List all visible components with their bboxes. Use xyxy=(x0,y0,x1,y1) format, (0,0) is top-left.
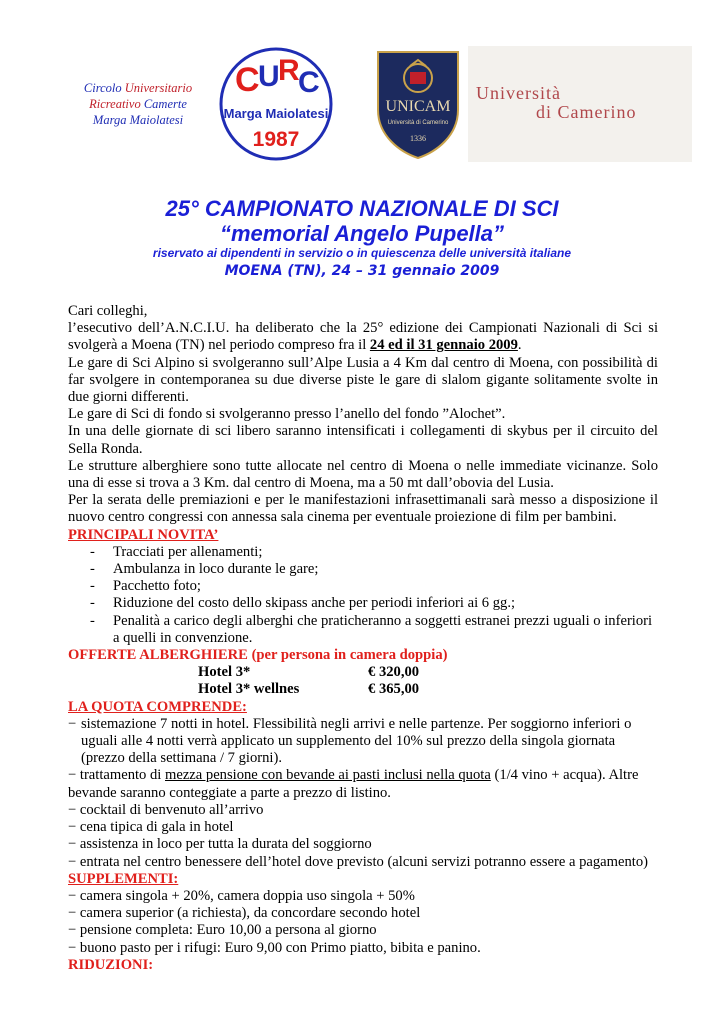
unicam-subtitle: Università di Camerino xyxy=(387,120,449,126)
camerino-wordmark: di Camerino xyxy=(536,102,637,122)
curc-logo-year: 1987 xyxy=(252,128,300,151)
greeting: Cari colleghi, xyxy=(68,303,148,319)
supplemento-text: camera superior (a richiesta), da concordare secondo hotel xyxy=(79,905,421,922)
championship-title: 25° CAMPIONATO NAZIONALE DI SCI xyxy=(165,196,559,221)
hotel-name: Hotel 3* xyxy=(198,664,251,681)
quota-item-text: assistenza in loco per tutta la durata del soggiorno xyxy=(79,836,372,853)
event-dates: 24 ed il 31 gennaio 2009 xyxy=(369,337,518,354)
quota-item-text: entrata nel centro benessere dell’hotel dove previsto (alcuni servizi potranno essere a pagamento) xyxy=(79,853,648,870)
dash-marker: − xyxy=(68,853,77,870)
quota-item-text: sistemazione 7 notti in hotel. Flessibilità negli arrivi e nelle partenze. Per soggiorno inferiori o uguali alle 4 notti verrà applicato un supplemento del 10% sul prezzo della singola giornata (prezzo della settimana / 7 giorni). xyxy=(81,715,632,767)
hotel-row xyxy=(68,664,658,681)
circolo-line2-b: Camerte xyxy=(140,97,187,111)
hotel-price: € 320,00 xyxy=(368,664,420,681)
dash-marker: − xyxy=(68,887,77,904)
paragraph-sci-alpino: Le gare di Sci Alpino si svolgeranno sull’Alpe Lusia a 4 Km dal centro di Moena, con possibilità di far svolgere in contemporanea su due diverse piste le gare di slalom gigante solitamente svolte in due giorni differenti. xyxy=(68,354,658,406)
paragraph-intro-end: . xyxy=(517,337,522,354)
quota-item xyxy=(68,836,658,853)
list-item: - Tracciati per allenamenti; xyxy=(68,544,658,561)
quota-heading: LA QUOTA COMPRENDE: xyxy=(68,698,247,715)
dash-marker: − xyxy=(68,836,77,853)
hotel-name: Hotel 3* wellnes xyxy=(198,681,300,698)
quota-item xyxy=(68,716,658,768)
quota-item xyxy=(68,819,658,836)
quota-item-text: cena tipica di gala in hotel xyxy=(79,819,234,836)
supplemento-text: camera singola + 20%, camera doppia uso singola + 50% xyxy=(79,887,415,904)
list-item: - Pacchetto foto; xyxy=(68,578,658,595)
quota-item-text: (1/4 vino + acqua). Altre bevande saranno conteggiate a parte a prezzo di listino. xyxy=(68,767,639,801)
novita-list xyxy=(68,544,658,647)
quota-item xyxy=(68,854,658,871)
circolo-line1-a: Circolo xyxy=(83,81,125,95)
curc-letter-u: U xyxy=(258,60,280,93)
unicam-shield-logo xyxy=(374,48,462,160)
dash-marker: − xyxy=(68,767,77,784)
dash-marker: − xyxy=(68,715,77,732)
paragraph-premiazioni: Per la serata delle premiazioni e per le manifestazioni infrasettimanali sarà messo a disposizione il nuovo centro congressi con annessa sala cinema per eventuale proiezione di film per bambini. xyxy=(68,492,658,526)
circolo-line3: Marga Maiolatesi xyxy=(92,113,184,127)
supplemento-text: buono pasto per i rifugi: Euro 9,00 con Primo piatto, bibita e panino. xyxy=(79,939,481,956)
riduzioni-heading: RIDUZIONI: xyxy=(68,956,154,973)
hotel-row xyxy=(68,681,658,698)
list-item: - Riduzione del costo dello skipass anche per periodi inferiori ai 6 gg.; xyxy=(68,595,658,612)
paragraph-intro xyxy=(68,320,658,354)
place-and-dates: MOENA (TN), 24 – 31 gennaio 2009 xyxy=(224,263,500,279)
unicam-year: 1336 xyxy=(410,134,426,143)
dash-marker: − xyxy=(68,905,77,922)
document-body xyxy=(68,303,658,974)
dash-marker: − xyxy=(68,801,77,818)
universita-camerino-logo xyxy=(468,46,692,162)
supplemento-text: pensione completa: Euro 10,00 a persona al giorno xyxy=(79,922,377,939)
quota-item-text: cocktail di benvenuto all’arrivo xyxy=(79,801,264,818)
offerte-heading: OFFERTE ALBERGHIERE (per persona in camera doppia) xyxy=(68,647,448,664)
circolo-line2-a: Ricreativo xyxy=(89,97,141,111)
supplementi-heading: SUPPLEMENTI: xyxy=(68,870,179,887)
supplemento-item xyxy=(68,922,658,939)
hotel-price: € 365,00 xyxy=(368,681,420,698)
curc-letter-c1: C xyxy=(235,61,260,99)
supplemento-item xyxy=(68,905,658,922)
dash-marker: − xyxy=(68,819,77,836)
quota-item-text: trattamento di xyxy=(79,767,165,784)
curc-logo xyxy=(218,46,334,162)
list-item: - Penalità a carico degli alberghi che praticheranno a soggetti estranei prezzi uguali o inferiori a quelli in convenzione. xyxy=(68,613,658,647)
paragraph-strutture: Le strutture alberghiere sono tutte allocate nel centro di Moena o nelle immediate vicinanze. Solo una di esse si trova a 3 Km. dal centro di Moena, ma a 50 mt dall’obovia del Lusia. xyxy=(68,457,658,492)
unicam-name: UNICAM xyxy=(385,98,451,115)
paragraph-sci-fondo: Le gare di Sci di fondo si svolgeranno presso l’anello del fondo ”Alochet”. xyxy=(68,406,506,423)
quota-item xyxy=(68,802,658,819)
curc-logo-name: Marga Maiolatesi xyxy=(223,106,329,121)
curc-letter-c2: C xyxy=(298,66,320,99)
mezza-pensione-text: mezza pensione con bevande ai pasti inclusi nella quota xyxy=(165,767,491,784)
circolo-line1-b: Universitario xyxy=(124,81,193,95)
universita-wordmark: Università xyxy=(476,83,561,103)
supplemento-item xyxy=(68,940,658,957)
memorial-title: “memorial Angelo Pupella” xyxy=(219,221,505,246)
paragraph-sella-ronda: In una delle giornate di sci libero saranno intensificati i collegamenti di skybus per il circuito del Sella Ronda. xyxy=(68,423,658,457)
circolo-name xyxy=(58,80,218,128)
dash-marker: − xyxy=(68,922,77,939)
list-item: - Ambulanza in loco durante le gare; xyxy=(68,561,658,578)
novita-heading: PRINCIPALI NOVITA’ xyxy=(68,526,219,543)
paragraph-intro-text: l’esecutivo dell’A.N.C.I.U. ha deliberato che la 25° edizione dei Campionati Nazionali di Sci si svolgerà a Moena (TN) nel periodo compreso fra il xyxy=(68,320,658,354)
curc-letter-r: R xyxy=(278,54,300,87)
supplemento-item xyxy=(68,888,658,905)
title-block xyxy=(0,196,724,281)
dash-marker: − xyxy=(68,939,77,956)
quota-item xyxy=(68,767,658,801)
subtitle: riservato ai dipendenti in servizio o in quiescenza delle università italiane xyxy=(152,246,572,260)
